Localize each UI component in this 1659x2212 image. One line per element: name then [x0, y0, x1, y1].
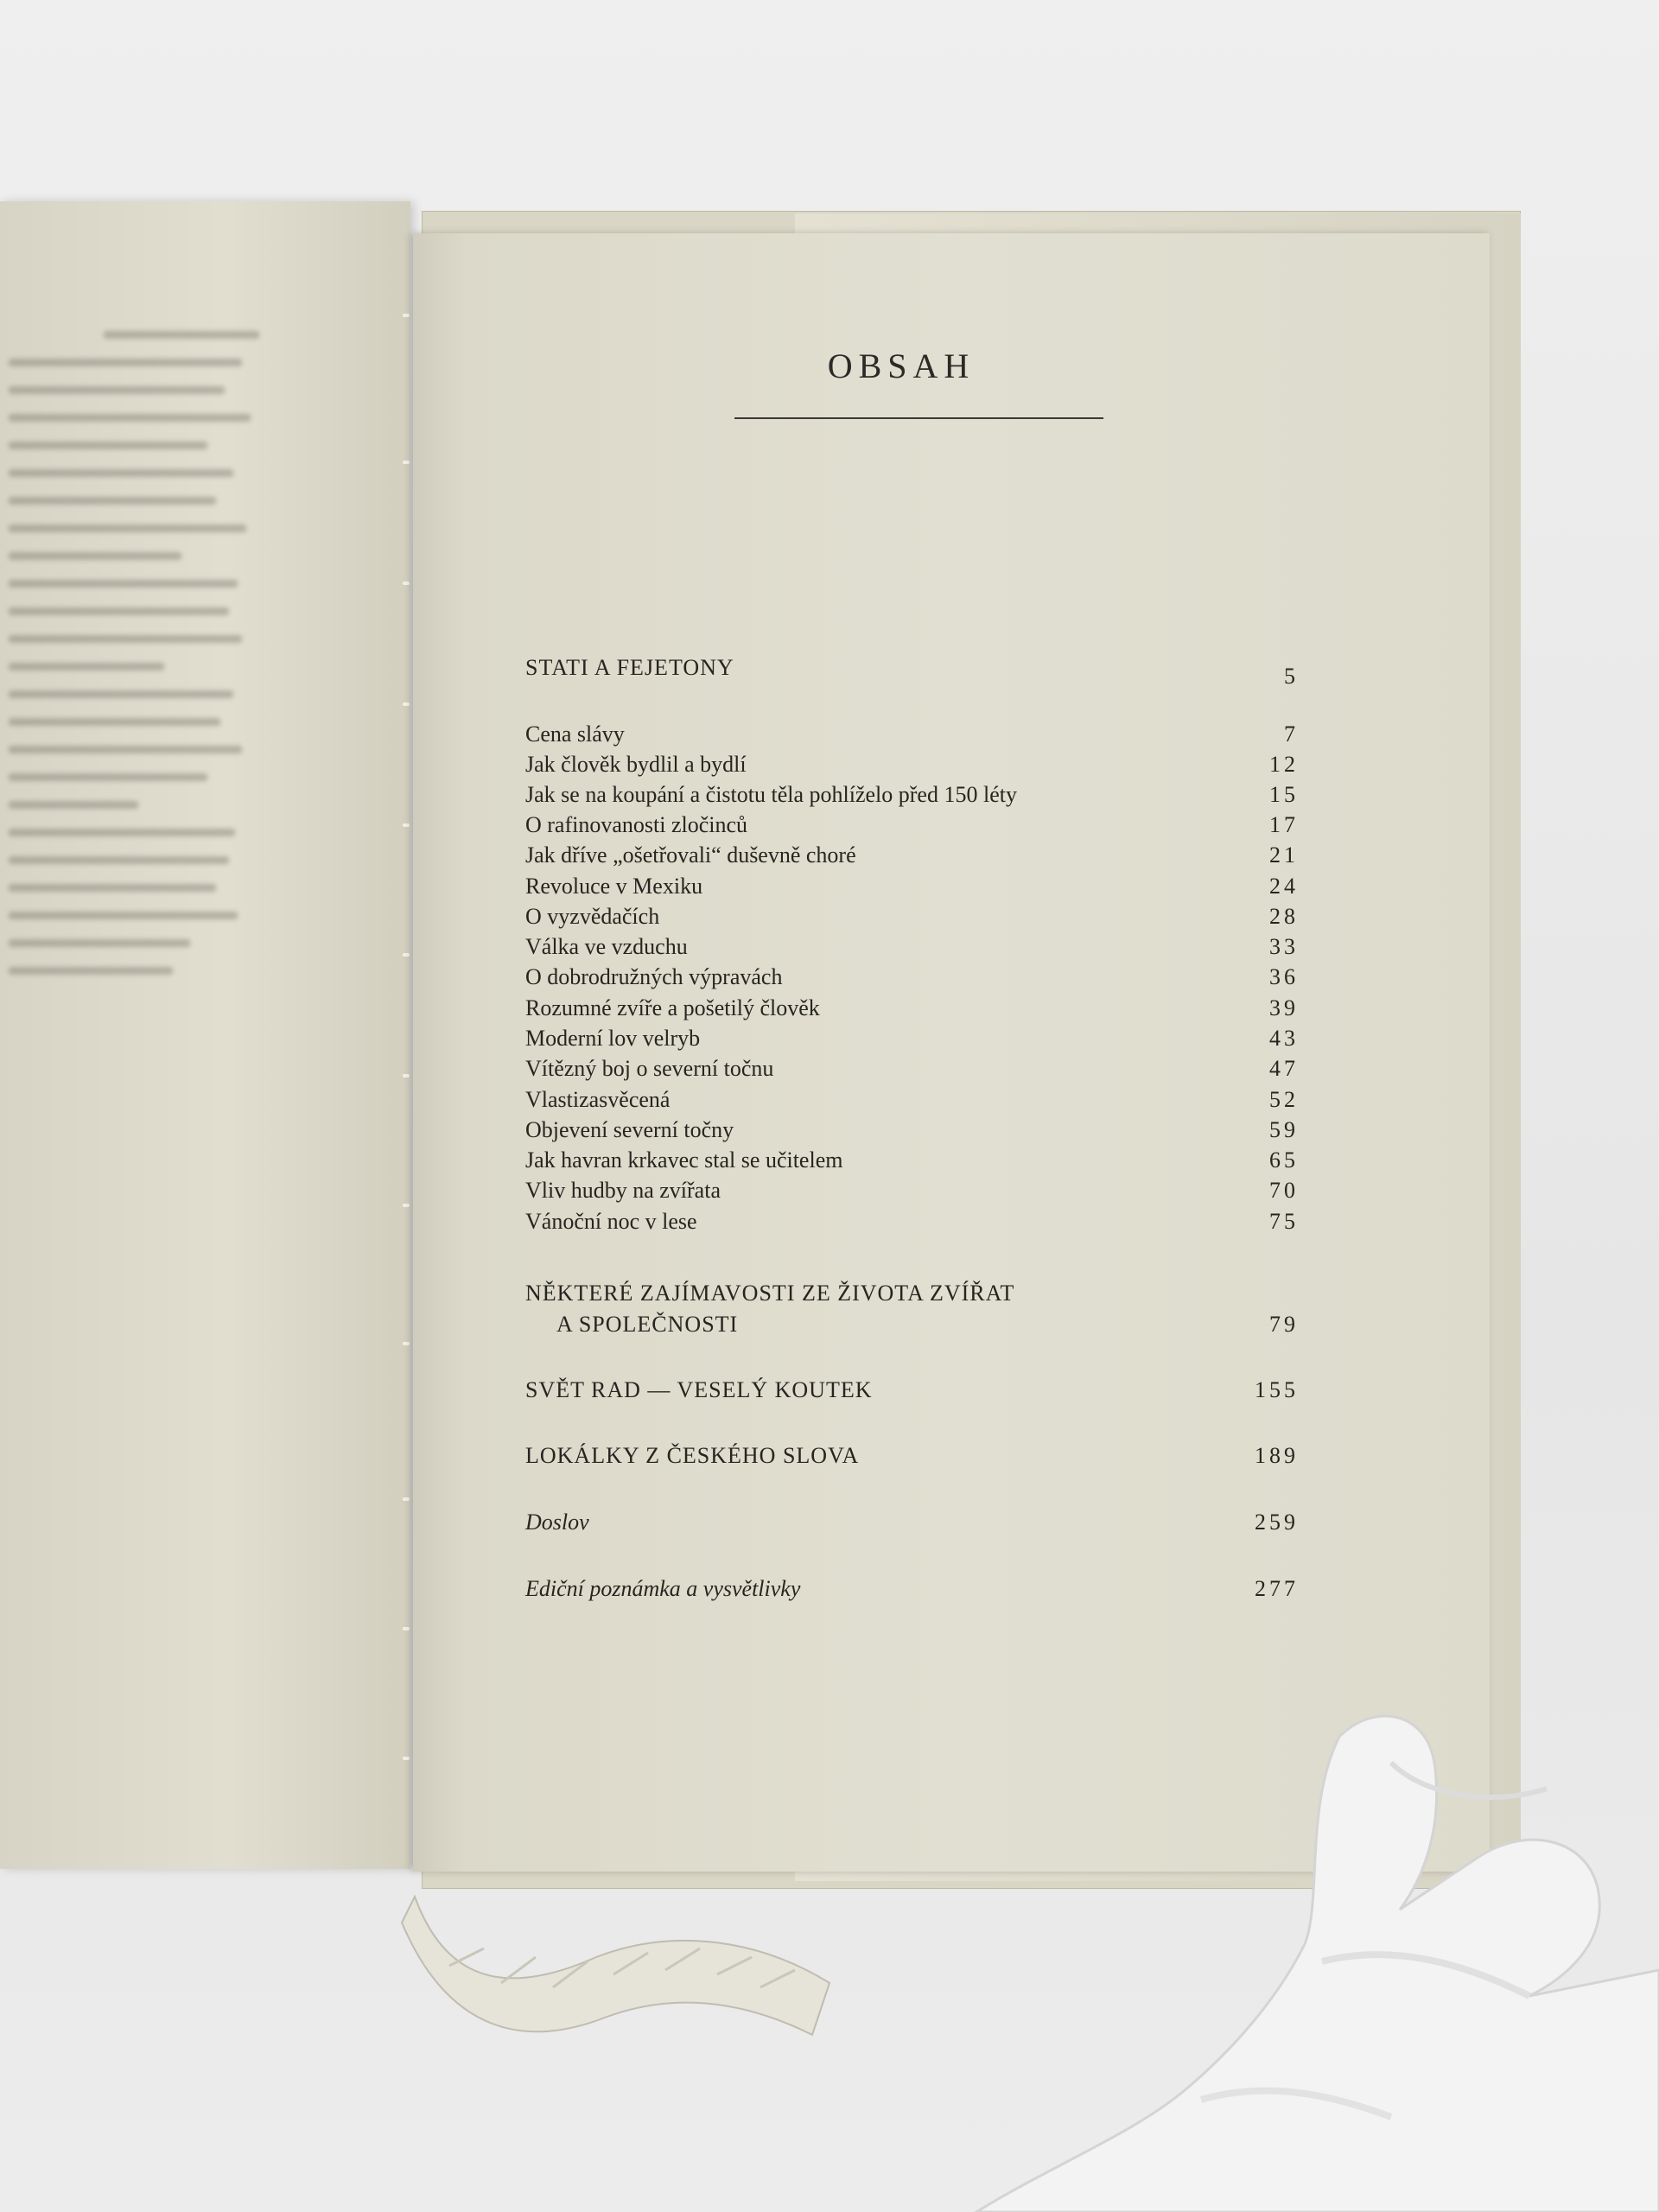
white-glove	[873, 1685, 1659, 2212]
toc-entry-page: 24	[1269, 874, 1299, 899]
toc-entry-label: A SPOLEČNOSTI	[556, 1312, 739, 1337]
toc-entry-label: LOKÁLKY Z ČESKÉHO SLOVA	[525, 1443, 860, 1468]
toc-entry-label: O rafinovanosti zločinců	[525, 812, 748, 837]
toc-entry-page: 52	[1269, 1087, 1299, 1112]
toc-entry-page: 28	[1269, 904, 1299, 929]
toc-entry	[525, 655, 1299, 689]
toc-entry-label: Vlastizasvěcená	[525, 1087, 671, 1112]
toc-entry-label: Vítězný boj o severní točnu	[525, 1056, 774, 1081]
toc-entry	[525, 964, 1299, 995]
toc-entry-label: Moderní lov velryb	[525, 1026, 701, 1051]
toc-entry	[525, 1147, 1299, 1179]
toc-entry-page: 36	[1269, 964, 1299, 989]
binding-stitch	[403, 1342, 410, 1345]
toc-entry-page: 47	[1269, 1056, 1299, 1081]
toc-entry	[525, 1178, 1299, 1209]
toc-entry-label: Revoluce v Mexiku	[525, 874, 703, 899]
toc-entry-page: 17	[1269, 812, 1299, 837]
toc-entry	[525, 995, 1299, 1027]
page-title: OBSAH	[827, 346, 976, 385]
toc-entry	[525, 1443, 1299, 1474]
toc-entry	[525, 904, 1299, 935]
toc-entry-page: 5	[1284, 664, 1299, 689]
binding-stitch	[403, 582, 410, 585]
toc-entry-page: 59	[1269, 1117, 1299, 1142]
toc-entry-page: 12	[1269, 752, 1299, 777]
toc-entry-label: Ediční poznámka a vysvětlivky	[525, 1576, 801, 1601]
toc-entry	[525, 1117, 1299, 1148]
binding-stitch	[403, 1757, 410, 1760]
toc-entry	[525, 1087, 1299, 1118]
contents-page	[413, 233, 1490, 1872]
toc-entry-page: 21	[1269, 842, 1299, 868]
binding-stitch	[403, 1074, 410, 1077]
toc-entry	[525, 842, 1299, 874]
toc-entry-page: 259	[1255, 1510, 1299, 1535]
toc-entry	[525, 721, 1299, 753]
toc-entry	[525, 1281, 1299, 1312]
toc-entry-label: Doslov	[525, 1510, 589, 1535]
toc-entry	[525, 1026, 1299, 1057]
toc-entry	[525, 1510, 1299, 1541]
toc-entry-page: 75	[1269, 1209, 1299, 1234]
toc-entry-page: 15	[1269, 782, 1299, 807]
left-page-blurred	[0, 201, 410, 1869]
toc-entry-label: Válka ve vzduchu	[525, 934, 688, 959]
toc-entry	[525, 1576, 1299, 1607]
toc-entry-page: 79	[1269, 1312, 1299, 1337]
toc-entry-label: NĚKTERÉ ZAJÍMAVOSTI ZE ŽIVOTA ZVÍŘAT	[525, 1281, 1015, 1306]
toc-entry-page: 7	[1284, 721, 1299, 747]
toc-entry-page: 189	[1255, 1443, 1299, 1468]
binding-stitch	[403, 461, 410, 464]
toc-entry-label: STATI A FEJETONY	[525, 655, 734, 680]
toc-entry-page: 65	[1269, 1147, 1299, 1173]
toc-entry	[525, 1056, 1299, 1087]
toc-entry-label: Jak se na koupání a čistotu těla pohlíželo před 150 léty	[525, 782, 1017, 807]
binding-stitch	[403, 702, 410, 706]
binding-stitch	[403, 1627, 410, 1630]
toc-entry-page: 33	[1269, 934, 1299, 959]
toc-entry-page: 155	[1255, 1377, 1299, 1402]
toc-entry-label: Cena slávy	[525, 721, 625, 747]
bookmark-ribbon	[397, 1888, 864, 2061]
toc-entry-label: Jak člověk bydlil a bydlí	[525, 752, 747, 777]
toc-entry	[525, 874, 1299, 905]
toc-entry-label: O vyzvědačích	[525, 904, 660, 929]
toc-entry	[525, 1312, 1299, 1343]
toc-entry-label: Jak havran krkavec stal se učitelem	[525, 1147, 843, 1173]
toc-entry-page: 70	[1269, 1178, 1299, 1203]
toc-entry	[525, 934, 1299, 965]
toc-entry-label: Objevení severní točny	[525, 1117, 734, 1142]
toc-entry	[525, 752, 1299, 783]
blurred-text-block	[0, 331, 259, 995]
toc-entry-page: 39	[1269, 995, 1299, 1020]
toc-entry-label: Vánoční noc v lese	[525, 1209, 697, 1234]
toc-entry	[525, 812, 1299, 843]
toc-entry-label: O dobrodružných výpravách	[525, 964, 783, 989]
toc-entry-label: Vliv hudby na zvířata	[525, 1178, 721, 1203]
binding-stitch	[403, 314, 410, 317]
toc-entry-label: Jak dříve „ošetřovali“ duševně choré	[525, 842, 856, 868]
toc-entry-page: 43	[1269, 1026, 1299, 1051]
binding-stitch	[403, 1497, 410, 1501]
toc-entry	[525, 782, 1299, 813]
binding-stitch	[403, 1204, 410, 1207]
toc-entry	[525, 1209, 1299, 1240]
toc-entry-page: 277	[1255, 1576, 1299, 1601]
title-rule	[734, 417, 1103, 419]
binding-stitch	[403, 823, 410, 827]
binding-stitch	[403, 953, 410, 957]
toc-entry-label: Rozumné zvíře a pošetilý člověk	[525, 995, 820, 1020]
toc-entry	[525, 1377, 1299, 1408]
toc-entry-label: SVĚT RAD — VESELÝ KOUTEK	[525, 1377, 873, 1402]
